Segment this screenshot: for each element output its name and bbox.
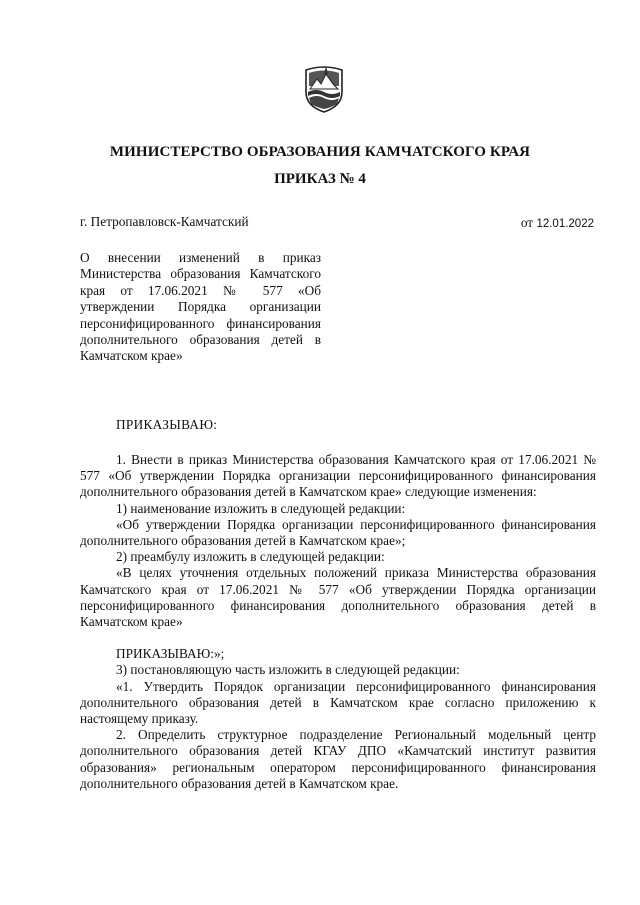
paragraph: «1. Утвердить Порядок организации персонифицированного финансирования дополнительного образования детей в Камчатском крае согласно приложению к настоящему приказу. (80, 678, 596, 727)
order-body (80, 452, 596, 792)
ministry-title: МИНИСТЕРСТВО ОБРАЗОВАНИЯ КАМЧАТСКОГО КРАЯ (109, 144, 531, 160)
paragraph: 2. Определить структурное подразделение Региональный модельный центр дополнительного образования детей КГАУ ДПО «Камчатский институт развития образования» региональным оператором персонифицированного финансирования дополнительного образования детей в Камчатском крае. (80, 727, 596, 791)
paragraph: 1. Внести в приказ Министерства образования Камчатского края от 17.06.2021 № 577 «Об утверждении Порядка организации персонифицированного финансирования дополнительного образования детей в Камчатском крае» следующие изменения: (80, 452, 596, 500)
date-prefix: от (520, 215, 537, 230)
order-subject: О внесении изменений в приказ Министерства образования Камчатского края от 17.06.2021 № 577 «Об утверждении Порядка организации персонифицированного финансирования дополнительного образования детей в Камчатском крае» (80, 250, 321, 364)
order-word: ПРИКАЗЫВАЮ: (116, 417, 218, 432)
date-value: 12.01.2022 (536, 218, 594, 230)
city: г. Петропавловск-Камчатский (80, 214, 249, 229)
paragraph: 3) постановляющую часть изложить в следующей редакции: (116, 662, 460, 678)
paragraph: 1) наименование изложить в следующей редакции: (116, 500, 406, 516)
paragraph: 2) преамбулу изложить в следующей редакции: (116, 549, 385, 565)
paragraph: «Об утверждении Порядка организации персонифицированного финансирования дополнительного образования детей в Камчатском крае»; (80, 516, 596, 549)
paragraph: ПРИКАЗЫВАЮ:»; (116, 646, 225, 662)
order-title: ПРИКАЗ № 4 (274, 171, 366, 187)
paragraph: «В целях уточнения отдельных положений приказа Министерства образования Камчатского края от 17.06.2021 № 577 «Об утверждении Порядка организации персонифицированного финансирования дополнительного образования детей в Камчатском крае» (80, 565, 596, 630)
order-date (521, 215, 594, 231)
kamchatka-coat-of-arms-icon (302, 62, 346, 114)
